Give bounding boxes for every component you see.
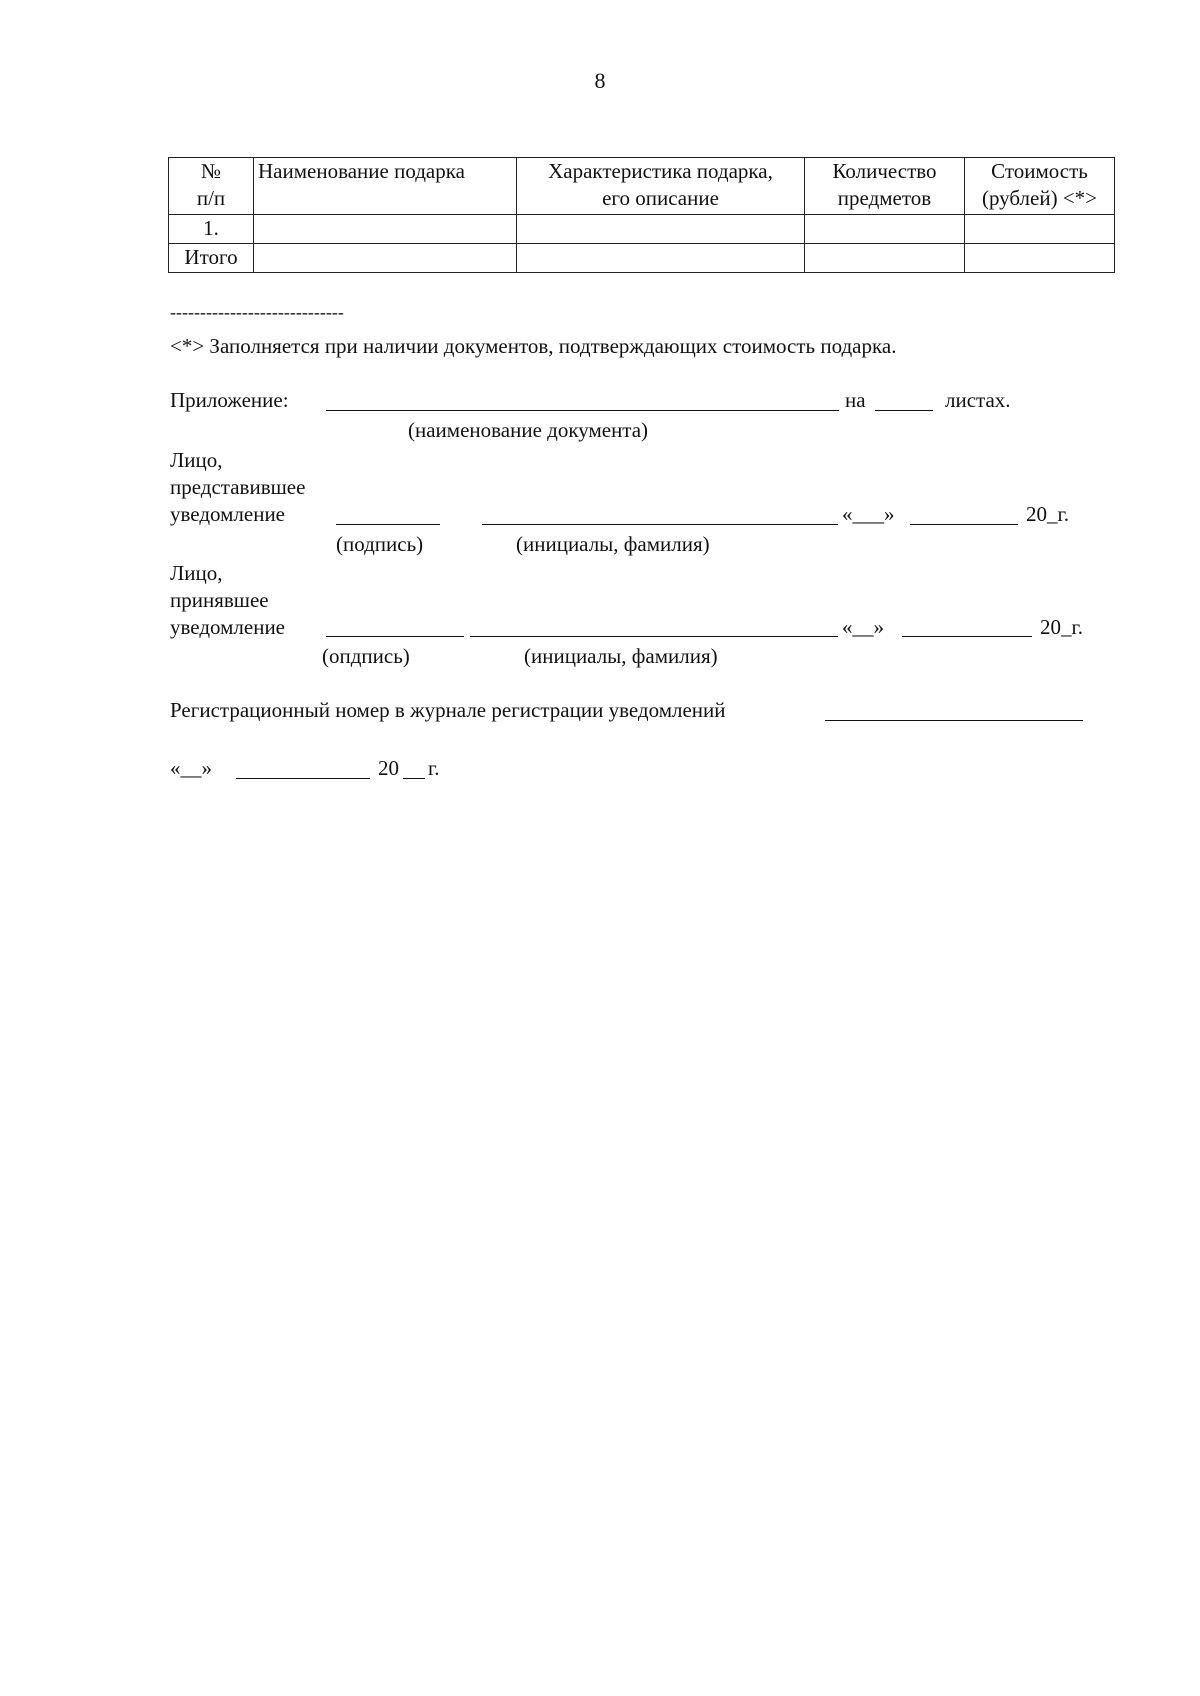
table-cell bbox=[965, 215, 1115, 244]
submitter-date-day: «___» bbox=[842, 502, 895, 526]
registration-number-field[interactable] bbox=[825, 720, 1083, 721]
receiver-name-field[interactable] bbox=[470, 636, 838, 637]
attachment-sheets-field[interactable] bbox=[875, 410, 933, 411]
receiver-line2: принявшее bbox=[170, 588, 269, 612]
submitter-line3: уведомление bbox=[170, 502, 286, 526]
table-cell: 1. bbox=[169, 215, 254, 244]
submitter-line1: Лицо, bbox=[170, 448, 223, 472]
registration-label: Регистрационный номер в журнале регистрации уведомлений bbox=[170, 698, 726, 722]
submitter-line2: представившее bbox=[170, 475, 306, 499]
final-date-year-prefix: 20 bbox=[378, 756, 399, 780]
table-cell bbox=[517, 215, 805, 244]
attachment-sheets-label: листах. bbox=[945, 388, 1011, 412]
gift-table bbox=[168, 157, 1115, 273]
final-date-month-field[interactable] bbox=[236, 778, 370, 779]
final-date-year-suffix: г. bbox=[428, 756, 440, 780]
table-cell bbox=[254, 244, 517, 273]
receiver-line3: уведомление bbox=[170, 615, 286, 639]
receiver-date-day: «__» bbox=[842, 615, 884, 639]
receiver-name-caption: (инициалы, фамилия) bbox=[524, 644, 718, 668]
table-cell bbox=[805, 244, 965, 273]
table-row bbox=[169, 215, 1115, 244]
final-date-year-field[interactable] bbox=[403, 778, 425, 779]
table-cell bbox=[517, 244, 805, 273]
receiver-line1: Лицо, bbox=[170, 561, 223, 585]
final-date-day: «__» bbox=[170, 756, 212, 780]
submitter-name-caption: (инициалы, фамилия) bbox=[516, 532, 710, 556]
header-quantity-line1: Количество bbox=[832, 159, 937, 183]
submitter-date-year: 20_г. bbox=[1026, 502, 1069, 526]
header-gift-description-line2: его описание bbox=[602, 186, 719, 210]
header-gift-name bbox=[254, 158, 517, 215]
header-number bbox=[169, 158, 254, 215]
submitter-signature-field[interactable] bbox=[336, 524, 440, 525]
table-header-row bbox=[169, 158, 1115, 215]
table-cell bbox=[805, 215, 965, 244]
attachment-label: Приложение: bbox=[170, 388, 289, 412]
header-quantity-line2: предметов bbox=[837, 186, 932, 210]
table-cell bbox=[965, 244, 1115, 273]
table-cell: Итого bbox=[169, 244, 254, 273]
header-number-line1: № bbox=[200, 159, 222, 183]
page-number: 8 bbox=[594, 68, 606, 93]
table-cell bbox=[254, 215, 517, 244]
header-cost-line1: Стоимость bbox=[991, 159, 1088, 183]
header-gift-name-line1: Наименование подарка bbox=[258, 159, 465, 183]
header-cost bbox=[965, 158, 1115, 215]
receiver-signature-field[interactable] bbox=[326, 636, 464, 637]
receiver-date-month-field[interactable] bbox=[902, 636, 1032, 637]
header-number-line2: п/п bbox=[196, 186, 226, 210]
header-gift-description-line1: Характеристика подарка, bbox=[548, 159, 773, 183]
submitter-date-month-field[interactable] bbox=[910, 524, 1018, 525]
attachment-caption: (наименование документа) bbox=[408, 418, 649, 442]
footnote-separator: ----------------------------- bbox=[170, 302, 344, 322]
table-row-total bbox=[169, 244, 1115, 273]
header-gift-description bbox=[517, 158, 805, 215]
receiver-date-year: 20_г. bbox=[1040, 615, 1083, 639]
header-cost-line2: (рублей) <*> bbox=[981, 186, 1098, 210]
submitter-name-field[interactable] bbox=[482, 524, 838, 525]
footnote-text: <*> Заполняется при наличии документов, подтверждающих стоимость подарка. bbox=[170, 334, 897, 358]
attachment-document-field[interactable] bbox=[326, 410, 839, 411]
receiver-signature-caption: (опдпись) bbox=[322, 644, 410, 668]
header-quantity bbox=[805, 158, 965, 215]
submitter-signature-caption: (подпись) bbox=[336, 532, 424, 556]
attachment-on-label: на bbox=[845, 388, 866, 412]
